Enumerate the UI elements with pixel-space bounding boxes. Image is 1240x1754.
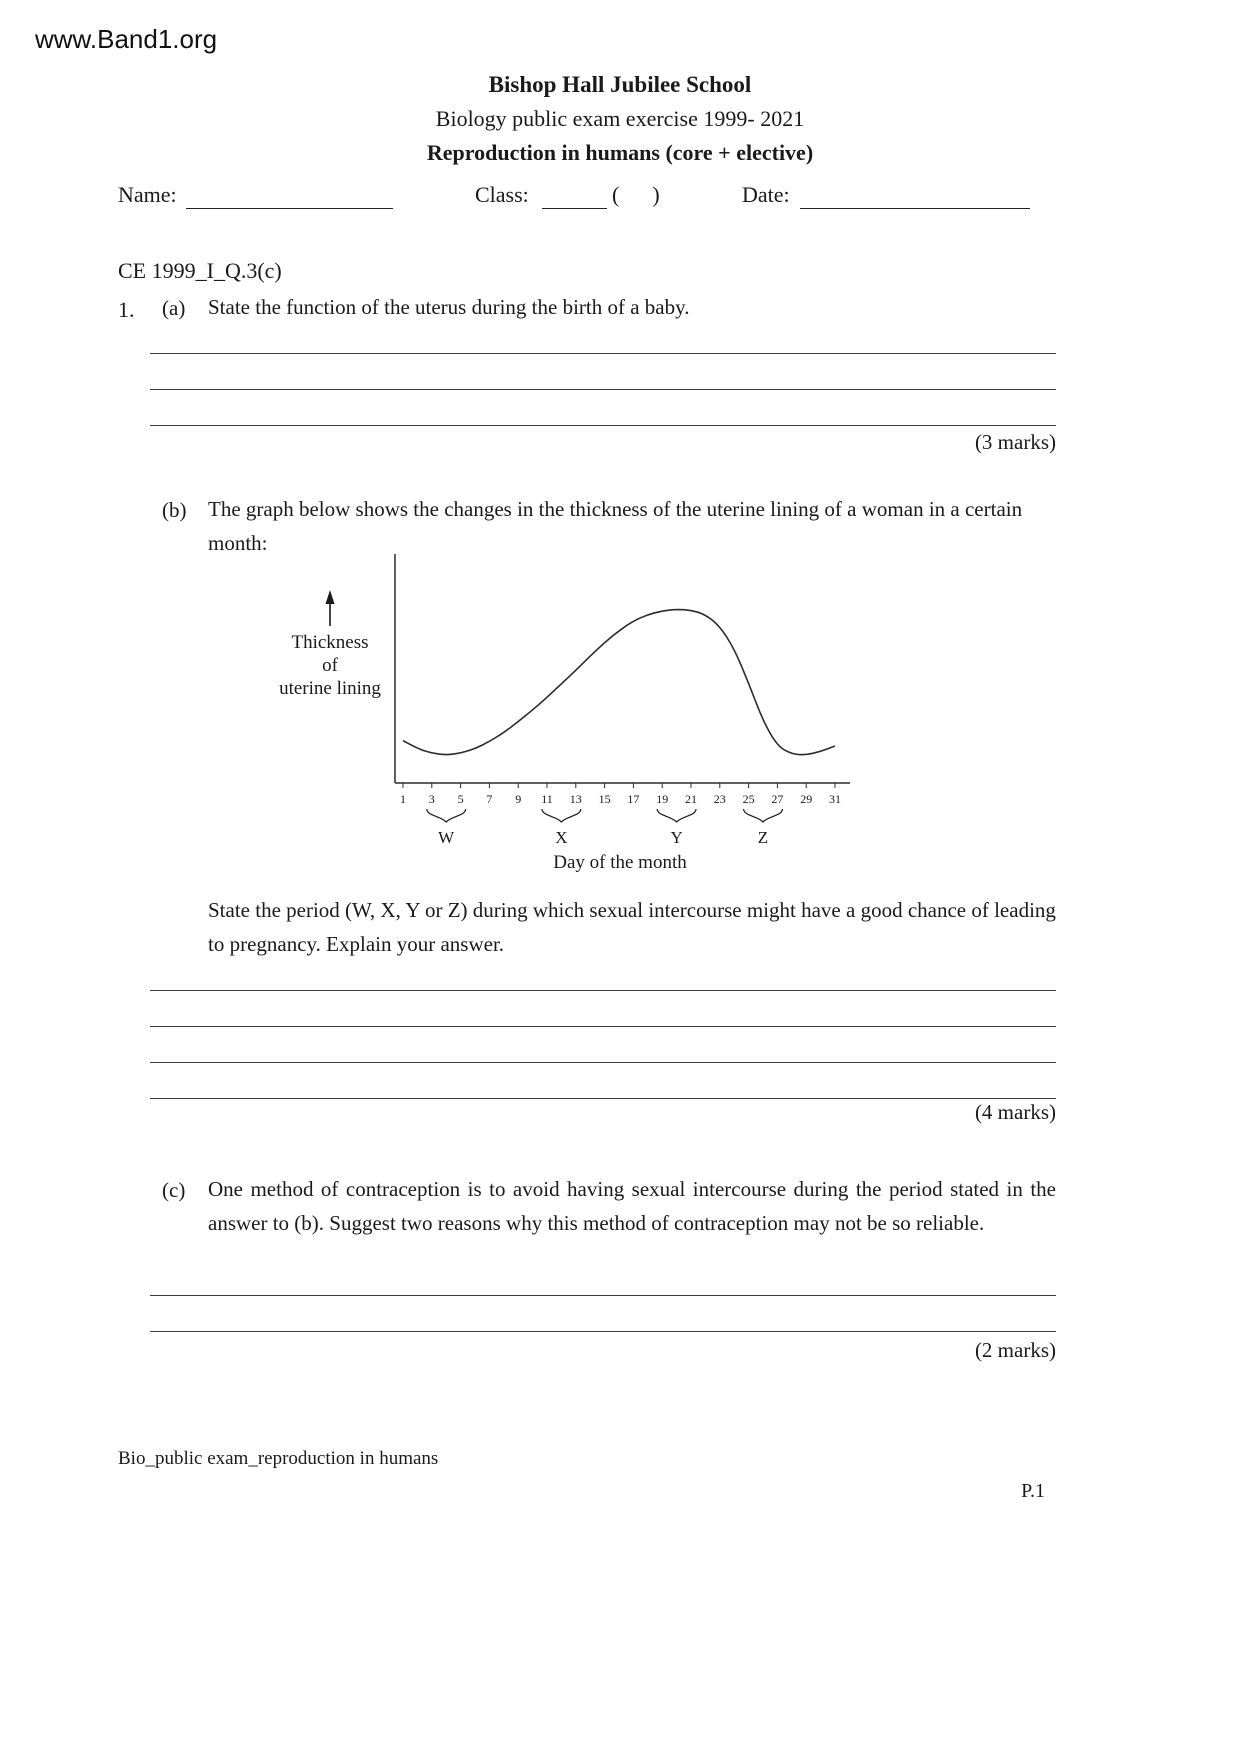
uterine-lining-curve [403,610,835,755]
period-label: Y [670,828,683,847]
ylabel-line-2: of [322,655,338,676]
part-c-label: (c) [162,1178,186,1202]
x-tick-label: 29 [800,792,813,806]
exam-topic: Reproduction in humans (core + elective) [426,140,814,165]
x-tick-label: 17 [627,792,640,806]
question-number: 1. [118,297,135,322]
x-tick-label: 9 [515,792,522,806]
x-tick-label: 25 [742,792,755,806]
date-label: Date: [742,182,790,207]
x-tick-label: 13 [569,792,582,806]
x-tick-label: 5 [457,792,464,806]
part-c-question-text: One method of contraception is to avoid having sexual intercourse during the period stated in the answer to (b). Suggest two reasons why this method of contraception may not be so reliable. [208,1177,1056,1235]
date-field [800,182,1030,209]
answer-line [150,354,1056,390]
answer-line [150,1260,1056,1296]
period-label: X [555,828,568,847]
answer-line [150,991,1056,1027]
part-b-prompt-text: State the period (W, X, Y or Z) during which sexual intercourse might have a good chance of leading to pregnancy. Explain your answer. [208,898,1056,956]
answer-line [150,318,1056,354]
ylabel-line-1: Thickness [291,632,369,653]
answer-line [150,390,1056,426]
part-a-question-text: State the function of the uterus during the birth of a baby. [208,295,690,319]
name-label: Name: [118,182,177,207]
part-b-intro-text: The graph below shows the changes in the thickness of the uterine lining of a woman in a certain month: [208,497,1023,555]
page-number: P.1 [1021,1480,1045,1502]
part-a-marks: (3 marks) [974,430,1056,454]
exam-subtitle: Biology public exam exercise 1999- 2021 [435,106,805,131]
footer-document-title: Bio_public exam_reproduction in humans [118,1448,439,1469]
class-label: Class: [475,182,529,207]
part-b-label: (b) [162,498,187,522]
school-name: Bishop Hall Jubilee School [488,72,752,97]
x-tick-label: 3 [428,792,435,806]
part-a-answer-lines [150,318,1056,426]
x-tick-label: 19 [656,792,669,806]
x-tick-label: 21 [685,792,697,806]
y-axis-arrowhead [326,590,335,604]
uterine-lining-chart [280,548,860,893]
period-label: W [438,828,455,847]
answer-line [150,1027,1056,1063]
period-brace [427,809,466,822]
ylabel-line-3: uterine lining [279,678,381,699]
x-tick-label: 23 [713,792,726,806]
period-brace [542,809,581,822]
answer-line [150,955,1056,991]
period-brace [657,809,696,822]
answer-line [150,1063,1056,1099]
period-label: Z [757,828,769,847]
part-c-marks: (2 marks) [974,1338,1056,1362]
part-a-label: (a) [162,296,186,320]
name-field [186,182,393,209]
x-tick-label: 15 [598,792,611,806]
watermark-text: www.Band1.org [35,24,218,54]
part-b-marks: (4 marks) [974,1100,1056,1124]
question-code: CE 1999_I_Q.3(c) [118,258,282,283]
chart-x-axis-label: Day of the month [553,852,687,873]
x-tick-label: 27 [771,792,784,806]
answer-line [150,1296,1056,1332]
x-tick-label: 31 [829,792,841,806]
part-b-answer-lines [150,955,1056,1099]
x-tick-label: 11 [541,792,553,806]
x-tick-label: 1 [400,792,406,806]
part-c-answer-lines [150,1260,1056,1332]
x-tick-label: 7 [486,792,493,806]
class-number-parens: ( ) [612,182,660,207]
class-field [542,182,607,209]
period-brace [744,809,783,822]
